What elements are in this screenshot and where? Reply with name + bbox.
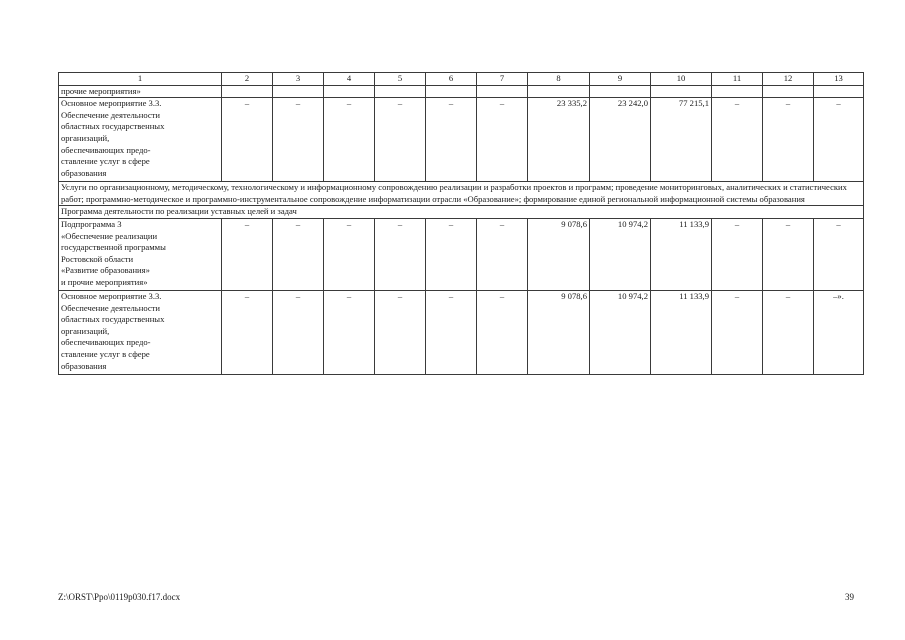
value-cell: – (324, 98, 375, 182)
page-number: 39 (845, 592, 854, 602)
value-cell: – (375, 290, 426, 374)
column-number: 1 (59, 73, 222, 86)
value-cell: – (763, 98, 814, 182)
column-number: 8 (528, 73, 590, 86)
value-cell: – (222, 290, 273, 374)
value-cell: – (273, 218, 324, 290)
row-name: Основное мероприятие 3.3. Обеспечение деятельности областных государственных организаций, обеспечивающих предо- ставление услуг в сфере образования (59, 290, 222, 374)
value-cell: – (712, 218, 763, 290)
budget-table (58, 72, 864, 375)
value-cell: 9 078,6 (528, 290, 590, 374)
value-cell: – (324, 218, 375, 290)
column-number-row (59, 73, 864, 86)
value-cell: – (222, 98, 273, 182)
empty-cell (375, 85, 426, 98)
value-cell: 10 974,2 (590, 290, 651, 374)
value-cell: – (222, 218, 273, 290)
value-cell: – (763, 218, 814, 290)
value-cell: – (477, 218, 528, 290)
value-cell: – (712, 290, 763, 374)
column-number: 5 (375, 73, 426, 86)
value-cell: 23 335,2 (528, 98, 590, 182)
column-number: 13 (814, 73, 864, 86)
column-number: 11 (712, 73, 763, 86)
table-row (59, 182, 864, 206)
empty-cell (814, 85, 864, 98)
section-title: Программа деятельности по реализации уставных целей и задач (59, 206, 864, 219)
value-cell: – (324, 290, 375, 374)
value-cell: – (477, 98, 528, 182)
value-cell: 9 078,6 (528, 218, 590, 290)
table-row (59, 290, 864, 374)
empty-cell (222, 85, 273, 98)
value-cell: – (426, 98, 477, 182)
value-cell: 77 215,1 (651, 98, 712, 182)
row-name: Подпрограмма 3 «Обеспечение реализации государственной программы Ростовской области «Развитие образования» и прочие мероприятия» (59, 218, 222, 290)
value-cell: – (273, 290, 324, 374)
value-cell: 23 242,0 (590, 98, 651, 182)
column-number: 4 (324, 73, 375, 86)
empty-cell (273, 85, 324, 98)
value-cell: –». (814, 290, 864, 374)
table-row (59, 218, 864, 290)
value-cell: – (273, 98, 324, 182)
row-name: Основное мероприятие 3.3. Обеспечение деятельности областных государственных организаций, обеспечивающих предо- ставление услуг в сфере образования (59, 98, 222, 182)
empty-cell (426, 85, 477, 98)
table-row (59, 206, 864, 219)
value-cell: – (426, 218, 477, 290)
column-number: 9 (590, 73, 651, 86)
empty-cell (651, 85, 712, 98)
empty-cell (477, 85, 528, 98)
value-cell: 11 133,9 (651, 290, 712, 374)
value-cell: – (477, 290, 528, 374)
row-name: прочие мероприятия» (59, 85, 222, 98)
empty-cell (590, 85, 651, 98)
value-cell: – (814, 98, 864, 182)
value-cell: 10 974,2 (590, 218, 651, 290)
column-number: 2 (222, 73, 273, 86)
table-row (59, 98, 864, 182)
column-number: 7 (477, 73, 528, 86)
empty-cell (324, 85, 375, 98)
column-number: 6 (426, 73, 477, 86)
value-cell: – (763, 290, 814, 374)
column-number: 3 (273, 73, 324, 86)
empty-cell (528, 85, 590, 98)
column-number: 12 (763, 73, 814, 86)
value-cell: – (375, 98, 426, 182)
value-cell: 11 133,9 (651, 218, 712, 290)
empty-cell (712, 85, 763, 98)
value-cell: – (426, 290, 477, 374)
table-row (59, 85, 864, 98)
section-description: Услуги по организационному, методическому, технологическому и информационному сопровождению реализации и разработки проектов и программ; проведение мониторинговых, аналитических и статистических работ; программно-методическое и программно-инструментальное сопровождение информатизации отрасли «Образование»; формирование единой региональной информационной системы образования (59, 182, 864, 206)
column-number: 10 (651, 73, 712, 86)
document-path: Z:\ORST\Ppo\0119p030.f17.docx (58, 592, 181, 602)
value-cell: – (712, 98, 763, 182)
value-cell: – (375, 218, 426, 290)
value-cell: – (814, 218, 864, 290)
empty-cell (763, 85, 814, 98)
